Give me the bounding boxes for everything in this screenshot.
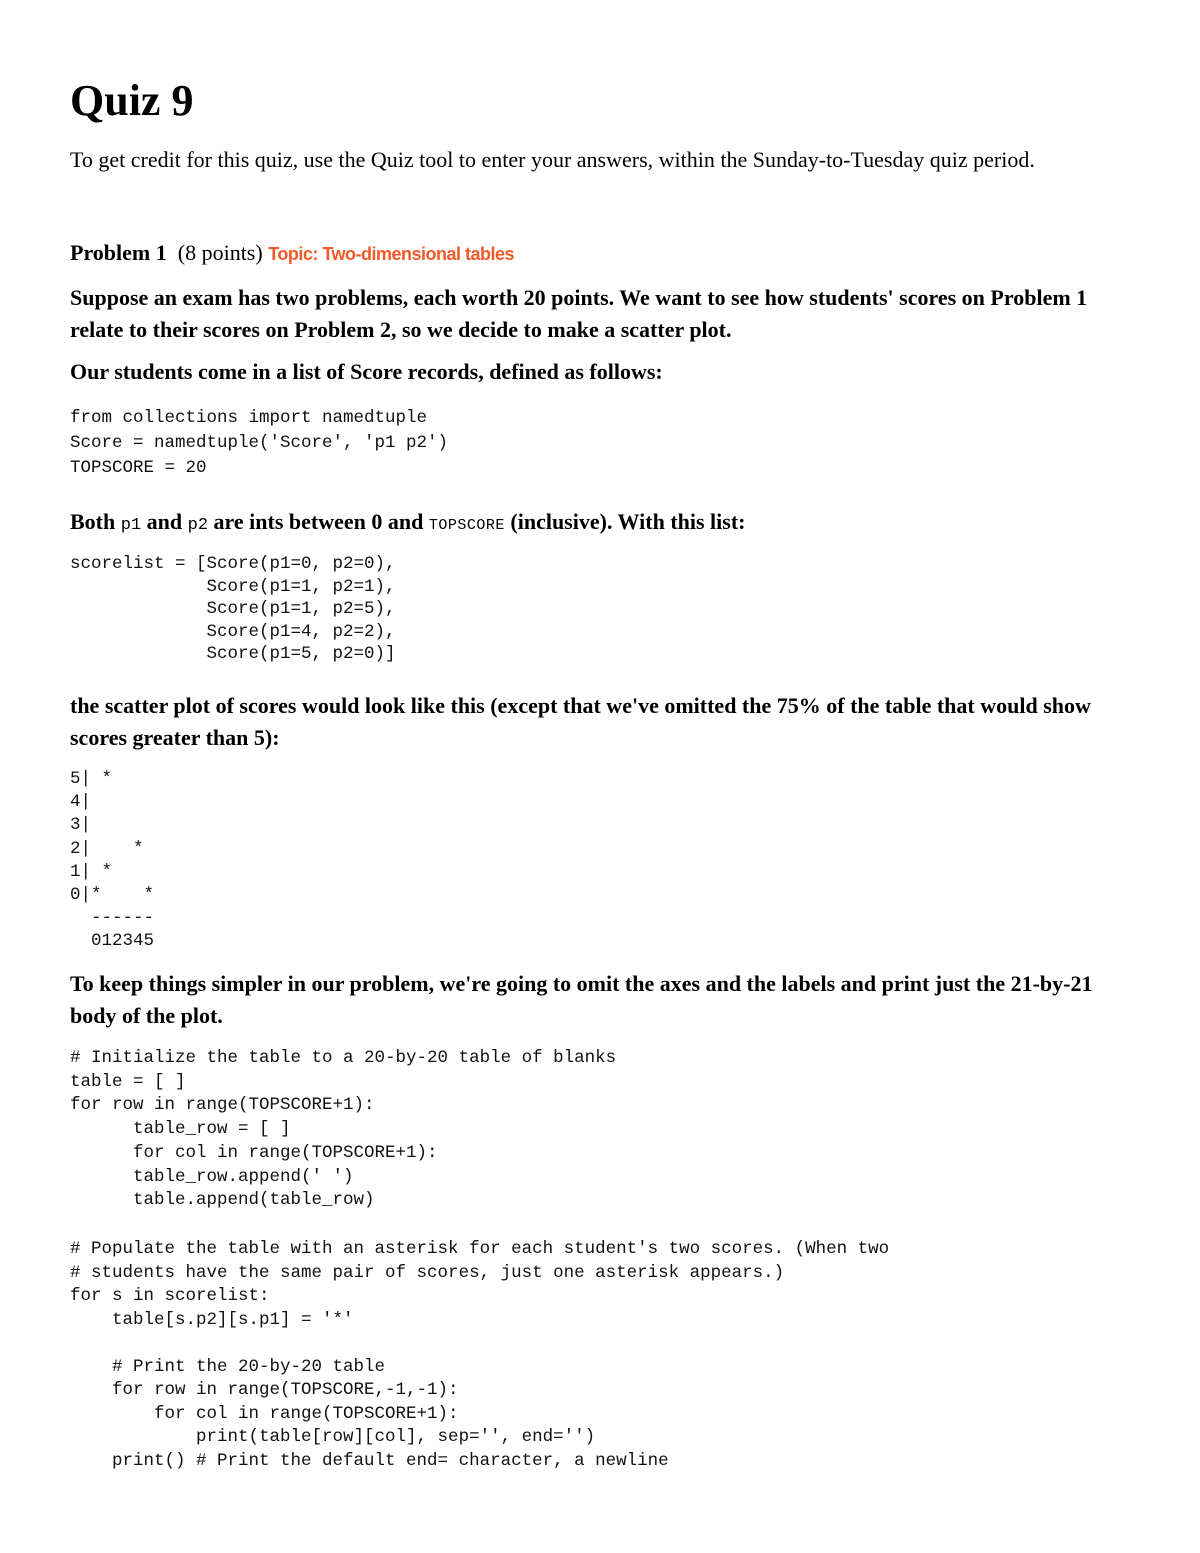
score-records-intro: Our students come in a list of Score records, defined as follows: bbox=[70, 359, 663, 384]
problem-points: (8 points) bbox=[177, 240, 263, 265]
code-topscore: TOPSCORE bbox=[428, 517, 505, 534]
scatter-plot-description: the scatter plot of scores would look like this (except that we've omitted the 75% of the table that would show scores greater than 5): bbox=[70, 693, 1091, 750]
code-block-scorelist: scorelist = [Score(p1=0, p2=0), Score(p1=1, p2=1), Score(p1=1, p2=5), Score(p1=4, p2=2), Score(p1=5, p2=0)] bbox=[70, 554, 396, 664]
code-block-populate-print: # Populate the table with an asterisk for each student's two scores. (When two # students have the same pair of scores, just one asterisk appears.) for s in scorelist: table[s.p2][s.p1] = '*' # Print the 20-by-20 table for row in range(TOPSCORE,-1,-1): for col in range(TOPSCORE+1): print(table[row][col], sep='', end='') print() # Print the default end= character, a newline bbox=[70, 1239, 890, 1471]
range-text-2: and bbox=[141, 509, 188, 534]
code-p2: p2 bbox=[187, 516, 209, 535]
page-title: Quiz 9 bbox=[70, 76, 194, 125]
problem-topic: Topic: Two-dimensional tables bbox=[268, 244, 515, 264]
code-block-init-table: # Initialize the table to a 20-by-20 table of blanks table = [ ] for row in range(TOPSCORE+1): table_row = [ ] for col in range(TOPSCORE+1): table_row.append(' ') table.append(table_row) bbox=[70, 1048, 617, 1211]
problem-heading bbox=[70, 238, 514, 269]
intro-paragraph: To get credit for this quiz, use the Quiz tool to enter your answers, within the Sunday-to-Tuesday quiz period. bbox=[70, 147, 1035, 172]
range-text-4: (inclusive). With this list: bbox=[504, 509, 746, 534]
ascii-scatter-plot: 5| * 4| 3| 2| * 1| * 0|* * ------ 012345 bbox=[70, 769, 155, 952]
problem-label: Problem 1 bbox=[70, 240, 167, 265]
problem-description: Suppose an exam has two problems, each worth 20 points. We want to see how students' scores on Problem 1 relate to their scores on Problem 2, so we decide to make a scatter plot. bbox=[70, 285, 1088, 342]
range-text-3: are ints between 0 and bbox=[208, 509, 429, 534]
range-text-1: Both bbox=[70, 509, 121, 534]
simplify-paragraph: To keep things simpler in our problem, we're going to omit the axes and the labels and print just the 21-by-21 body of the plot. bbox=[70, 971, 1093, 1028]
code-p1: p1 bbox=[120, 516, 142, 535]
range-statement bbox=[70, 506, 746, 542]
code-block-namedtuple: from collections import namedtuple Score = namedtuple('Score', 'p1 p2') TOPSCORE = 20 bbox=[70, 408, 449, 478]
